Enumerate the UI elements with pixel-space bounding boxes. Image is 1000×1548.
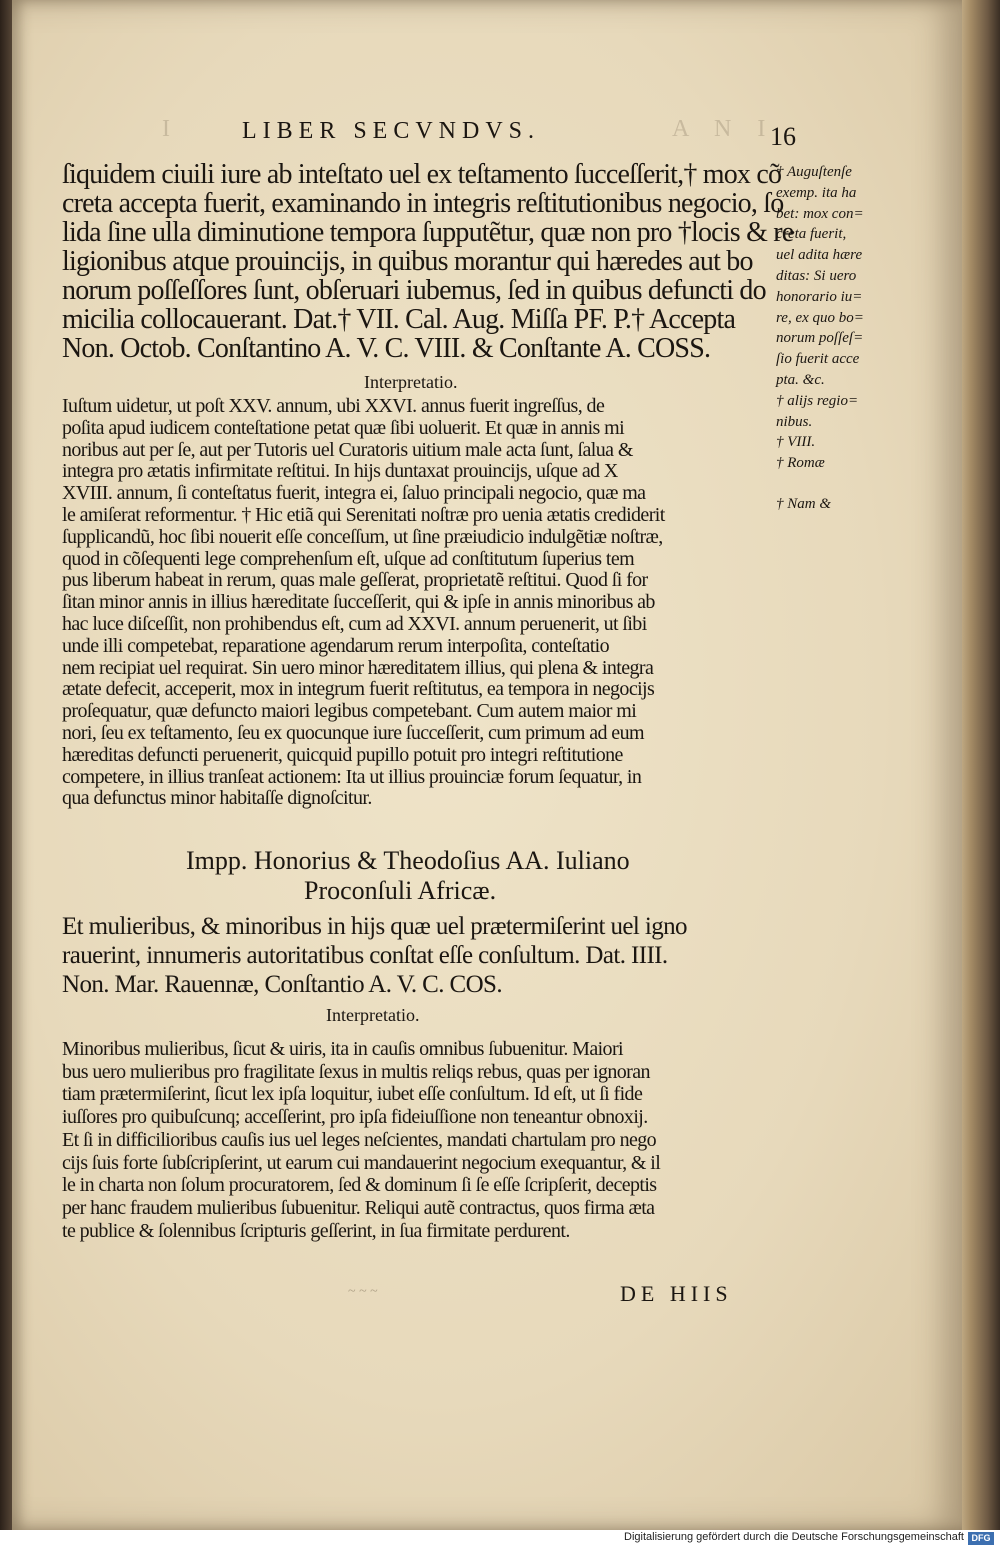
text-line: nori, ſeu ex teſtamento, ſeu ex quocunque iure ſucceſſerit, cum primum ad eum <box>62 721 644 744</box>
margin-note-line: uel adita hære <box>776 247 863 264</box>
show-through-text: I <box>162 116 180 142</box>
show-through-text: ~ ~ ~ <box>348 1284 378 1299</box>
text-line: noribus aut per ſe, aut per Tutoris uel Curatoris uitium male acta ſunt, ſalua & <box>62 438 633 461</box>
paragraph-3 <box>62 912 687 999</box>
margin-note-line: honorario iu= <box>776 288 863 305</box>
text-line: poſita apud iudicem conteſtatione petat quæ ſibi uoluerit. Et quæ in annis mi <box>62 416 625 439</box>
paragraph-1 <box>62 160 793 363</box>
margin-note-line: † Romæ <box>776 455 825 472</box>
text-line: hæreditas defuncti peruenerit, quicquid pupillo potuit pro integri reſtitutione <box>62 743 623 766</box>
text-line: hac luce diſceſſit, non prohibendus eſt, cum ad XXVI. annum peruenerit, ut ſibi <box>62 612 647 635</box>
funding-credit: Digitalisierung gefördert durch die Deutsche Forschungsgemeinschaft <box>624 1531 964 1543</box>
margin-note-line: bet: mox con= <box>776 205 864 222</box>
text-line: nem recipiat uel requirat. Sin uero minor hæreditatem illius, qui plena & integra <box>62 656 654 679</box>
text-line: tiam prætermiſerint, ſicut lex ipſa loquitur, iubet eſſe conſultum. Id eſt, ut ſi fide <box>62 1083 643 1106</box>
catchword: DE HIIS <box>620 1281 733 1306</box>
text-line: Et mulieribus, & minoribus in hijs quæ uel prætermiſerint uel igno <box>62 913 687 940</box>
text-line: lida ſine ulla diminutione tempora ſupputẽtur, quæ non pro †locis & re <box>62 217 794 248</box>
text-line: ſiquidem ciuili iure ab inteſtato uel ex teſtamento ſucceſſerit,† mox cõ <box>62 159 782 190</box>
section-heading: Interpretatio. <box>364 372 458 392</box>
marginal-notes <box>776 162 896 515</box>
text-line: unde illi competebat, reparatione agendarum rerum interpoſita, conteſtatio <box>62 634 610 657</box>
text-line: norum poſſeſſores ſunt, obſeruari iubemus, ſed in quibus defuncti do <box>62 275 766 306</box>
running-title: LIBER SECVNDVS. <box>242 118 541 144</box>
margin-note-line: † Nam & <box>776 495 832 512</box>
digitization-footer <box>0 1530 1000 1548</box>
margin-note-line: creta fuerit, <box>776 226 847 243</box>
text-line: Iuſtum uidetur, ut poſt XXV. annum, ubi XXVI. annus fuerit ingreſſus, de <box>62 395 605 417</box>
text-line: Non. Mar. Rauennæ, Conſtantio A. V. C. COS. <box>62 971 502 998</box>
text-line: micilia collocauerant. Dat.† VII. Cal. Aug. Miſſa PF. P.† Accepta <box>62 304 736 335</box>
margin-note-line: norum poſſeſ= <box>776 330 864 347</box>
book-page <box>12 0 962 1530</box>
book-edge-right <box>958 0 1000 1530</box>
margin-note-line: † VIII. <box>776 434 816 451</box>
page-number: 16 <box>770 122 796 151</box>
text-line: bus uero mulieribus pro fragilitate ſexus in multis reliqs rebus, quas per ignoran <box>62 1060 650 1083</box>
margin-note-line: † Auguſtenſe <box>776 164 852 180</box>
margin-note-line: nibus. <box>776 413 813 430</box>
text-line: qua defunctus minor habitaſſe dignoſcitur. <box>62 787 372 810</box>
margin-note-line: exemp. ita ha <box>776 184 857 201</box>
text-line: proſequatur, quæ defuncto maiori legibus competebant. Cum autem maior mi <box>62 700 637 723</box>
title-line: Impp. Honorius & Theodoſius AA. Iuliano <box>186 846 630 875</box>
text-line: ſitan minor annis in illius hæreditate ſucceſſerit, qui & ipſe in annis minoribus ab <box>62 591 655 614</box>
text-line: pus liberum habeat in rerum, quas male geſſerat, proprietatẽ reſtitui. Quod ſi for <box>62 569 648 592</box>
text-line: integra pro ætatis infirmitate reſtitui. In hijs duntaxat prouincijs, uſque ad X <box>62 460 618 483</box>
margin-spacer <box>776 474 896 494</box>
text-line: creta accepta fuerit, examinando in integris reſtitutionibus negocio, ſo <box>62 188 784 219</box>
text-line: le amiſerat reformentur. † Hic etiã qui Serenitati noſtræ pro uenia ætatis crediderit <box>62 503 665 526</box>
title-line: Proconſuli Africæ. <box>304 876 497 905</box>
text-line: te publice & ſolennibus ſcripturis geſſerint, in ſua firmitate perdurent. <box>62 1219 570 1242</box>
margin-note-line: † alijs regio= <box>776 392 859 409</box>
constitution-title <box>186 846 630 906</box>
paragraph-4 <box>62 1038 660 1242</box>
text-line: Non. Octob. Conſtantino A. V. C. VIII. & Conſtante A. COSS. <box>62 333 711 364</box>
margin-note-line: re, ex quo bo= <box>776 309 864 326</box>
show-through-text: A N I <box>672 116 776 142</box>
text-line: per hanc fraudem mulieribus ſubuenitur. Reliqui autẽ contractus, quos firma æta <box>62 1196 655 1219</box>
text-line: rauerint, innumeris autoritatibus conſtat eſſe conſultum. Dat. IIII. <box>62 942 668 969</box>
margin-note-line: ſio fuerit acce <box>776 351 860 368</box>
text-line: Et ſi in difficilioribus cauſis ius uel leges neſcientes, mandati chartulam pro nego <box>62 1128 657 1151</box>
section-heading: Interpretatio. <box>326 1005 420 1025</box>
margin-note-line: ditas: Si uero <box>776 267 857 284</box>
text-line: competere, in illius tranſeat actionem: Ita ut illius prouinciæ forum ſequatur, in <box>62 765 642 788</box>
text-line: iuſſores pro quibuſcunq; acceſſerint, pro ipſa fideiuſſione non teneantur obnoxij. <box>62 1106 648 1129</box>
text-line: le in charta non ſolum procuratorem, ſed & dominum ſi ſe eſſe ſcripſerit, deceptis <box>62 1174 657 1197</box>
text-line: cijs ſuis forte ſubſcripſerint, ut earum cui mandauerint negocium exequantur, & il <box>62 1151 661 1174</box>
text-line: XVIII. annum, ſi conteſtatus fuerit, integra ei, ſaluo principali negocio, quæ ma <box>62 482 646 505</box>
text-line: quod in cõſequenti lege comprehenſum eſt, uſque ad conſtitutum ſuperius tem <box>62 547 635 570</box>
text-line: Minoribus mulieribus, ſicut & uiris, ita in cauſis omnibus ſubuenitur. Maiori <box>62 1038 623 1060</box>
text-line: ætate defecit, acceperit, mox in integrum fuerit reſtitutus, ea tempora in negocijs <box>62 678 655 701</box>
margin-note-line: pta. &c. <box>776 371 825 388</box>
text-line: ligionibus atque prouincijs, in quibus morantur qui hæredes aut bo <box>62 246 753 277</box>
dfg-logo-icon: DFG <box>968 1532 994 1545</box>
text-line: ſupplicandũ, hoc ſibi nouerit eſſe conceſſum, ut ſine præiudicio indulgẽtiæ noſtræ, <box>62 525 663 548</box>
paragraph-2 <box>62 396 665 810</box>
